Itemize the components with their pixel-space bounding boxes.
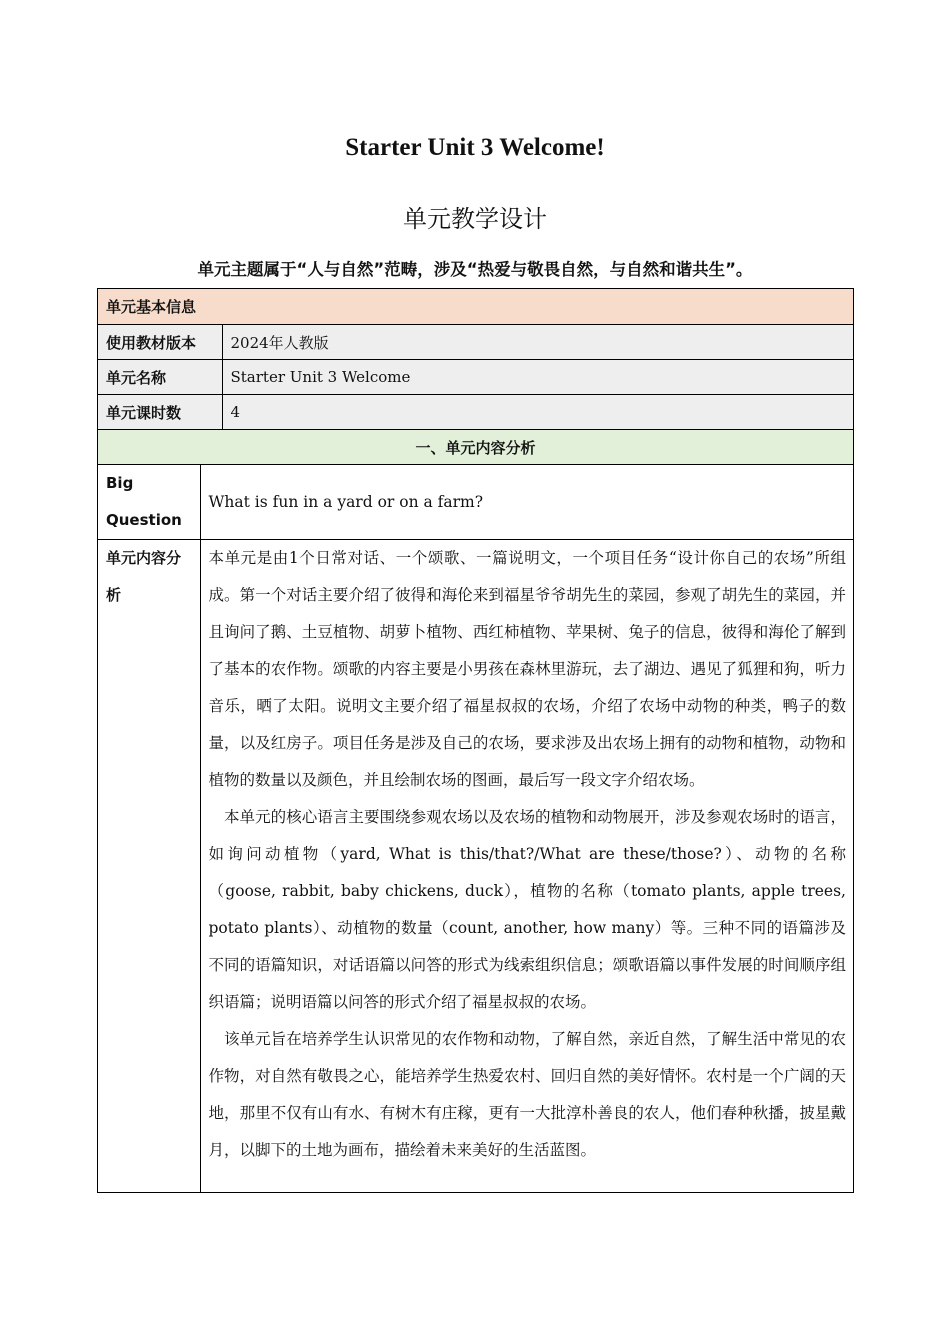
- big-question-label-line1: Big: [106, 474, 134, 492]
- row-value: Starter Unit 3 Welcome: [222, 360, 854, 395]
- analysis-paragraph: 该单元旨在培养学生认识常见的农作物和动物，了解自然，亲近自然，了解生活中常见的农作物，对自然有敬畏之心，能培养学生热爱农村、回归自然的美好情怀。农村是一个广阔的天地，那里不仅有山有水、有树木有庄稼，更有一大批淳朴善良的农人，他们春种秋播，披星戴月，以脚下的土地为画布，描绘着未来美好的生活蓝图。: [208, 1030, 846, 1159]
- content-analysis-row: [98, 540, 854, 1193]
- basic-info-rows: [98, 325, 854, 429]
- analysis-paragraph: 本单元的核心语言主要围绕参观农场以及农场的植物和动物展开，涉及参观农场时的语言，如询问动植物（yard, What is this/that?/What are these/those?）、动物的名称（goose, rabbit, baby chickens, duck），植物的名称（tomato plants, apple trees, potato plants）、动植物的数量（count, another, how many）等。三种不同的语篇涉及不同的语篇知识，对话语篇以问答的形式为线索组织信息；颂歌语篇以事件发展的时间顺序组织语篇；说明语篇以问答的形式介绍了福星叔叔的农场。: [208, 808, 846, 1011]
- document-subtitle: 单元教学设计: [403, 205, 547, 233]
- big-question-row: [98, 465, 854, 540]
- content-analysis-label-line2: 析: [106, 586, 122, 604]
- table-row: [98, 395, 854, 430]
- big-question-value: What is fun in a yard or on a farm?: [200, 465, 854, 540]
- row-value: 4: [222, 395, 854, 430]
- unit-theme: 单元主题属于“人与自然”范畴，涉及“热爱与敬畏自然，与自然和谐共生”。: [197, 260, 753, 279]
- table-row: [98, 360, 854, 395]
- row-label: 单元名称: [98, 360, 222, 395]
- unit-design-table: [97, 288, 854, 1193]
- section-header-content-analysis: 一、单元内容分析: [98, 430, 854, 465]
- analysis-paragraph: 本单元是由1个日常对话、一个颂歌、一篇说明文，一个项目任务“设计你自己的农场”所组成。第一个对话主要介绍了彼得和海伦来到福星爷爷胡先生的菜园，参观了胡先生的菜园，并且询问了鹅、土豆植物、胡萝卜植物、西红柿植物、苹果树、兔子的信息，彼得和海伦了解到了基本的农作物。颂歌的内容主要是小男孩在森林里游玩，去了湖边、遇见了狐狸和狗，听力音乐，晒了太阳。说明文主要介绍了福星叔叔的农场，介绍了农场中动物的种类，鸭子的数量，以及红房子。项目任务是涉及自己的农场，要求涉及出农场上拥有的动物和植物，动物和植物的数量以及颜色，并且绘制农场的图画，最后写一段文字介绍农场。: [208, 549, 846, 789]
- table-row: [98, 325, 854, 360]
- row-value: 2024年人教版: [222, 325, 854, 360]
- content-analysis-label: [98, 540, 200, 1193]
- row-label: 单元课时数: [98, 395, 222, 430]
- big-question-label: [98, 465, 200, 540]
- content-analysis-label-line1: 单元内容分: [106, 549, 182, 567]
- content-analysis-body: [200, 540, 854, 1193]
- big-question-label-line2: Question: [106, 511, 182, 529]
- content-analysis-rows: [98, 465, 854, 1192]
- document-title: Starter Unit 3 Welcome!: [345, 134, 605, 161]
- row-label: 使用教材版本: [98, 325, 222, 360]
- basic-info-header: 单元基本信息: [98, 289, 854, 325]
